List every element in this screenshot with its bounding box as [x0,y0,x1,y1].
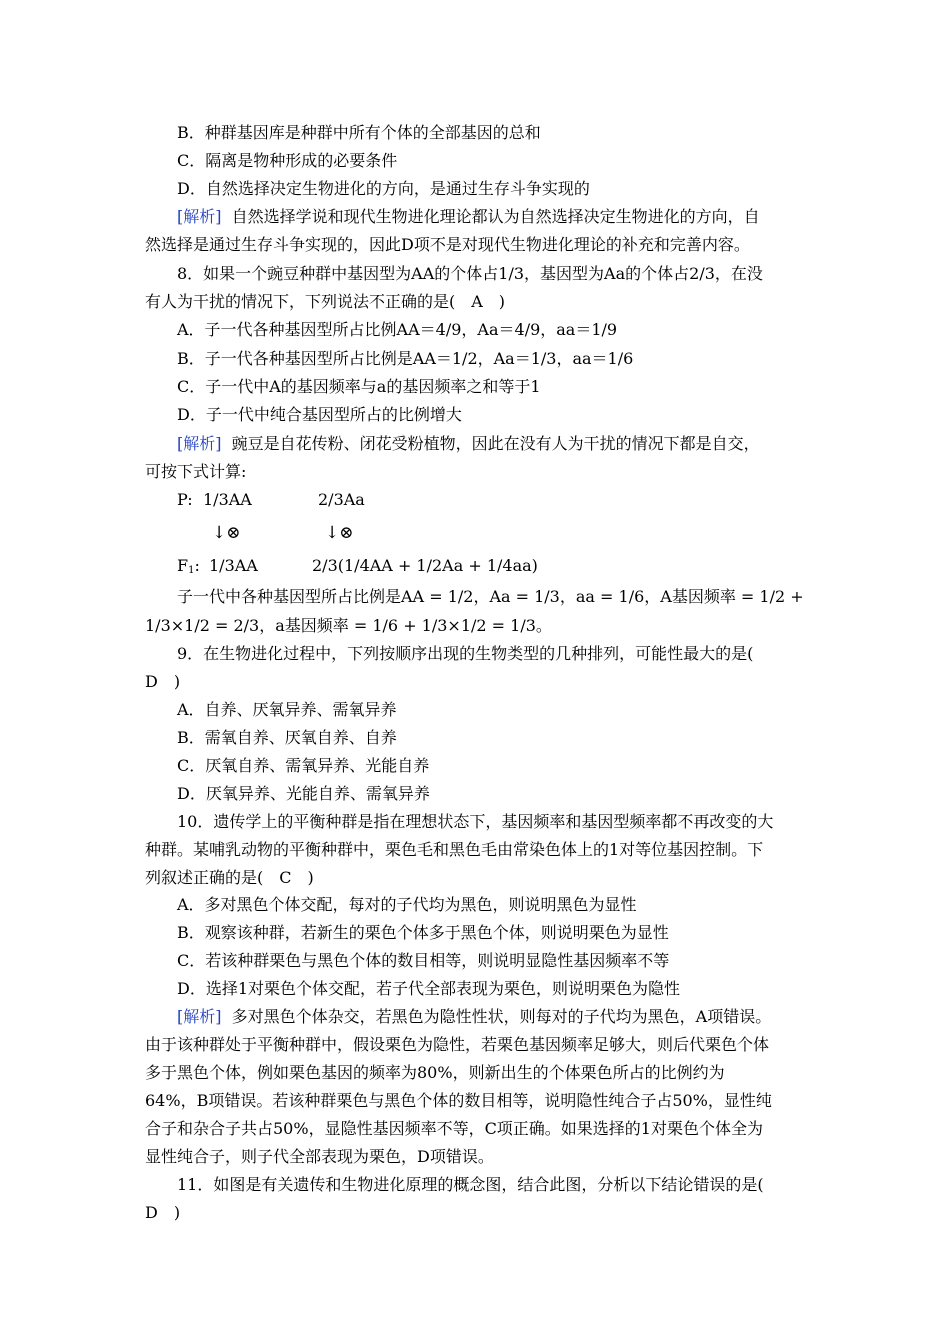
q11-stem-line-2: D ) [145,1203,181,1222]
cross-f1-letter: F [177,556,189,575]
q10-option-c: C．若该种群栗色与黑色个体的数目相等，则说明显隐性基因频率不等 [177,951,670,970]
q7-option-c: C．隔离是物种形成的必要条件 [177,151,398,170]
q9-option-a: A．自养、厌氧异养、需氧异养 [177,700,397,719]
q9-stem-line-1: 9．在生物进化过程中，下列按顺序出现的生物类型的几种排列，可能性最大的是( [177,644,754,663]
q7-option-b: B．种群基因库是种群中所有个体的全部基因的总和 [177,123,541,142]
q8-option-c: C．子一代中A的基因频率与a的基因频率之和等于1 [177,377,541,396]
q9-option-d: D．厌氧异养、光能自养、需氧异养 [177,784,430,803]
cross-selfing-arrow-2: ↓⊗ [325,523,354,543]
q10-explanation-line-1 [177,1007,771,1027]
q7-explanation-line-2: 然选择是通过生存斗争实现的，因此D项不是对现代生物进化理论的补充和完善内容。 [145,235,750,254]
q7-option-d: D．自然选择决定生物进化的方向，是通过生存斗争实现的 [177,179,590,198]
q10-option-a: A．多对黑色个体交配，每对的子代均为黑色，则说明黑色为显性 [177,895,637,914]
q10-explanation-line-4: 64%，B项错误。若该种群栗色与黑色个体的数目相等，说明隐性纯合子占50%，显性纯 [145,1091,772,1110]
q8-stem-line-2: 有人为干扰的情况下，下列说法不正确的是( A ) [145,292,506,311]
q10-option-d: D．选择1对栗色个体交配，若子代全部表现为栗色，则说明栗色为隐性 [177,979,681,998]
cross-f1-mix: 2/3(1/4AA + 1/2Aa + 1/4aa) [312,556,538,575]
q8-option-d: D．子一代中纯合基因型所占的比例增大 [177,405,462,424]
q8-option-a: A．子一代各种基因型所占比例AA＝4/9，Aa＝4/9，aa＝1/9 [177,320,618,339]
q8-option-b: B．子一代各种基因型所占比例是AA＝1/2，Aa＝1/3，aa＝1/6 [177,349,634,368]
q8-result-line-1: 子一代中各种基因型所占比例是AA = 1/2，Aa = 1/3，aa = 1/6，A基因频率 = 1/2 + [177,587,804,606]
q10-stem-line-1: 10．遗传学上的平衡种群是指在理想状态下，基因频率和基因型频率都不再改变的大 [177,812,774,831]
q7-explanation-tag: [解析] [177,207,222,226]
cross-f1-colon: : [194,556,200,575]
cross-p-label: P: [177,490,193,509]
cross-f1-subscript: 1 [188,565,195,576]
q8-explanation-tag: [解析] [177,434,222,453]
q7-explanation-text-1: 自然选择学说和现代生物进化理论都认为自然选择决定生物进化的方向，自 [231,207,760,226]
q10-explanation-tag: [解析] [177,1007,222,1026]
q10-option-b: B．观察该种群，若新生的栗色个体多于黑色个体，则说明栗色为显性 [177,923,669,942]
q8-explanation-text-1: 豌豆是自花传粉、闭花受粉植物，因此在没有人为干扰的情况下都是自交， [231,434,760,453]
cross-p-aa: 1/3AA [203,490,252,509]
q9-option-b: B．需氧自养、厌氧自养、自养 [177,728,397,747]
q8-explanation-line-1 [177,434,760,454]
q10-explanation-line-5: 合子和杂合子共占50%，显隐性基因频率不等，C项正确。如果选择的1对栗色个体全为 [145,1119,763,1138]
q7-explanation-line-1 [177,207,760,227]
q11-stem-line-1: 11．如图是有关遗传和生物进化原理的概念图，结合此图，分析以下结论错误的是( [177,1175,764,1194]
cross-f1-label [177,556,200,581]
q8-stem-line-1: 8．如果一个豌豆种群中基因型为AA的个体占1/3，基因型为Aa的个体占2/3，在没 [177,264,763,283]
q8-result-line-2: 1/3×1/2 = 2/3，a基因频率 = 1/6 + 1/3×1/2 = 1/3。 [145,616,552,635]
cross-p-aa2: 2/3Aa [318,490,365,509]
q10-stem-line-3: 列叙述正确的是( C ) [145,868,314,887]
cross-f1-aa: 1/3AA [209,556,258,575]
q10-explanation-line-2: 由于该种群处于平衡种群中，假设栗色为隐性，若栗色基因频率足够大，则后代栗色个体 [145,1035,770,1054]
q10-explanation-line-6: 显性纯合子，则子代全部表现为栗色，D项错误。 [145,1147,494,1166]
cross-selfing-arrow-1: ↓⊗ [212,523,241,543]
q10-explanation-line-3: 多于黑色个体，例如栗色基因的频率为80%，则新出生的个体栗色所占的比例约为 [145,1063,725,1082]
q9-stem-line-2: D ) [145,672,181,691]
q10-explanation-text-1: 多对黑色个体杂交，若黑色为隐性性状，则每对的子代均为黑色，A项错误。 [231,1007,772,1026]
q9-option-c: C．厌氧自养、需氧异养、光能自养 [177,756,430,775]
q8-explanation-line-2: 可按下式计算: [145,462,247,481]
q10-stem-line-2: 种群。某哺乳动物的平衡种群中，栗色毛和黑色毛由常染色体上的1对等位基因控制。下 [145,840,764,859]
